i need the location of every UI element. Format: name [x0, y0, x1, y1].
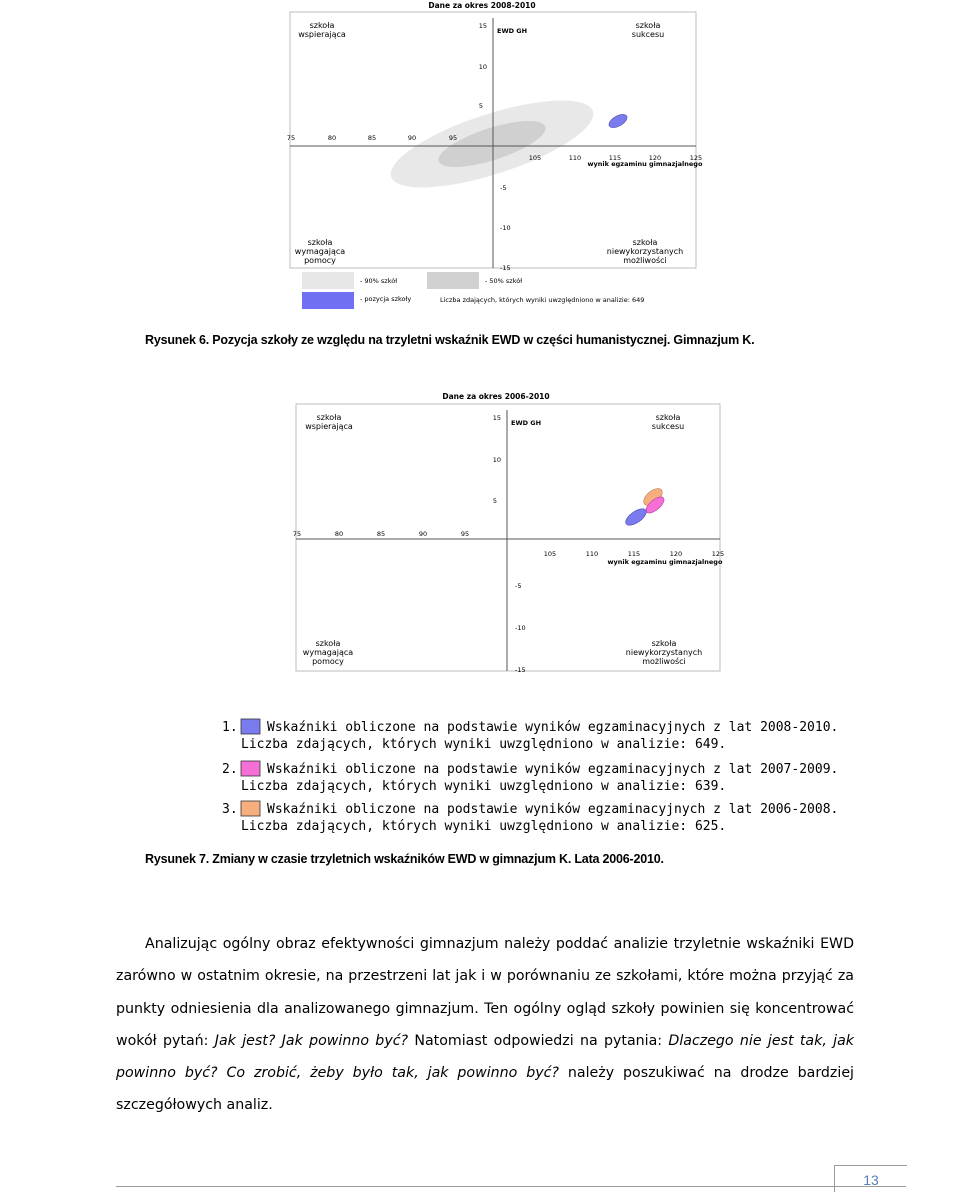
figure-1-quadrant-bottom-left: szkoła	[307, 238, 333, 247]
paragraph-question-1: Jak jest?	[214, 1032, 276, 1049]
figure-1-x-tick: 80	[327, 134, 337, 142]
figure-1-caption: Rysunek 6. Pozycja szkoły ze względu na trzyletni wskaźnik EWD w części humanistycznej. Gimnazjum K.	[145, 333, 755, 347]
figure-2-quadrant-bottom-left: szkoła	[315, 639, 341, 648]
figure-2-quadrant-top-right: szkoła	[655, 413, 681, 422]
figure-1-x-tick: 85	[367, 134, 377, 142]
figure-1-x-tick: 120	[648, 154, 662, 162]
figure-2-x-tick: 115	[627, 550, 641, 558]
figure-2-legend-line1-3: Wskaźniki obliczone na podstawie wyników egzaminacyjnych z lat 2006-2008.	[267, 802, 839, 817]
figure-2-y-tick: 10	[492, 456, 501, 464]
figure-1-x-tick: 115	[608, 154, 622, 162]
figure-2-legend-num-1: 1.	[222, 720, 238, 735]
figure-2-x-tick: 95	[460, 530, 470, 538]
figure-2-y-label: EWD GH	[511, 419, 542, 427]
figure-2-x-tick: 105	[543, 550, 557, 558]
figure-1-legend-position: - pozycja szkoły	[360, 295, 412, 303]
figure-2-legend-swatch-1	[241, 719, 260, 734]
figure-2-quadrant-top-left: wspierająca	[305, 422, 353, 431]
figure-1-y-tick: -10	[500, 224, 511, 232]
figure-1-y-tick: 5	[478, 102, 483, 110]
figure-2-x-tick: 125	[711, 550, 725, 558]
figure-2-legend-line2-3: Liczba zdających, których wyniki uwzględniono w analizie: 625.	[241, 819, 727, 834]
figure-1-school-position	[607, 112, 629, 131]
figure-1-quadrant-top-left: wspierająca	[298, 30, 346, 39]
figure-2-caption: Rysunek 7. Zmiany w czasie trzyletnich wskaźników EWD w gimnazjum K. Lata 2006-2010.	[145, 852, 664, 866]
figure-2-x-tick: 80	[334, 530, 344, 538]
figure-2-y-tick: -15	[515, 666, 526, 674]
figure-1-y-tick: 10	[478, 63, 487, 71]
figure-2-quadrant-bottom-right: szkoła	[651, 639, 677, 648]
figure-1-y-label: EWD GH	[497, 27, 528, 35]
figure-2-title: Dane za okres 2006-2010	[442, 392, 550, 401]
figure-2-quadrant-top-left: szkoła	[316, 413, 342, 422]
figure-2-legend-line1-2: Wskaźniki obliczone na podstawie wyników egzaminacyjnych z lat 2007-2009.	[267, 762, 839, 777]
figure-1-x-tick: 95	[448, 134, 458, 142]
figure-2-x-label: wynik egzaminu gimnazjalnego	[607, 558, 723, 566]
figure-1-chart	[0, 0, 960, 320]
figure-1-legend-count: Liczba zdających, których wyniki uwzględniono w analizie: 649	[440, 296, 645, 304]
figure-2-legend-num-2: 2.	[222, 762, 238, 777]
figure-2-y-tick: 5	[492, 497, 497, 505]
figure-1-x-tick: 90	[407, 134, 417, 142]
figure-2-y-tick: 15	[492, 414, 501, 422]
figure-1-y-tick: -15	[500, 264, 511, 272]
figure-1-y-tick: -5	[500, 184, 507, 192]
footer-rule	[116, 1186, 906, 1187]
body-paragraph	[116, 928, 854, 1122]
paragraph-text-1: Analizując ogólny obraz efektywności gimnazjum należy poddać analizie trzyletnie wskaźniki EWD zarówno w ostatnim okresie, na przestrzeni lat jak i w porównaniu ze szkołami, które można przyjąć za punkty odniesienia dla analizowanego gimnazjum. Ten ogólny ogląd szkoły powinien się koncentrować wokół pytań:	[116, 936, 854, 1049]
figure-2-quadrant-bottom-right: możliwości	[642, 657, 686, 666]
figure-2-quadrant-top-right: sukcesu	[651, 422, 685, 431]
figure-1-quadrant-bottom-right: szkoła	[632, 238, 658, 247]
figure-2-legend-swatch-2	[241, 761, 260, 776]
figure-2-x-tick: 90	[418, 530, 428, 538]
paragraph-text-3: Natomiast odpowiedzi na pytania:	[408, 1032, 669, 1049]
figure-1-x-tick: 75	[286, 134, 296, 142]
figure-1-legend-swatch-50	[427, 272, 479, 289]
paragraph-question-2: Jak powinno być?	[281, 1032, 409, 1049]
paragraph-question-3: Dlaczego nie jest tak, jak powinno być? Co zrobić, żeby było tak, jak powinno być?	[116, 1032, 855, 1082]
figure-2-position-2008-2010	[623, 506, 649, 529]
figure-1-x-tick: 110	[568, 154, 582, 162]
figure-1-legend-swatch-position	[302, 292, 354, 309]
paragraph-text-4: należy poszukiwać na drodze bardziej szczegółowych analiz.	[116, 1065, 854, 1114]
figure-1-quadrant-bottom-left: pomocy	[304, 256, 336, 265]
figure-2-legend-line2-1: Liczba zdających, których wyniki uwzględniono w analizie: 649.	[241, 737, 727, 752]
figure-1-quadrant-top-right: sukcesu	[631, 30, 665, 39]
figure-2-legend-line1-1: Wskaźniki obliczone na podstawie wyników egzaminacyjnych z lat 2008-2010.	[267, 720, 839, 735]
figure-1-x-label: wynik egzaminu gimnazjalnego	[587, 160, 703, 168]
figure-2-legend-num-3: 3.	[222, 802, 238, 817]
figure-2-x-tick: 110	[585, 550, 599, 558]
figure-2-legend-swatch-3	[241, 801, 260, 816]
figure-2-y-tick: -10	[515, 624, 526, 632]
figure-1-y-tick: 15	[478, 22, 487, 30]
figure-1-quadrant-bottom-right: niewykorzystanych	[606, 247, 684, 256]
page-number: 13	[834, 1165, 907, 1192]
figure-1-quadrant-top-right: szkoła	[635, 21, 661, 30]
figure-2-x-tick: 85	[376, 530, 386, 538]
figure-2-y-tick: -5	[515, 582, 522, 590]
figure-1-quadrant-bottom-right: możliwości	[623, 256, 667, 265]
figure-2-x-tick: 120	[669, 550, 683, 558]
figure-1-legend-90: - 90% szkół	[360, 277, 398, 285]
figure-2-quadrant-bottom-right: niewykorzystanych	[625, 648, 703, 657]
figure-1-quadrant-bottom-left: wymagająca	[294, 247, 346, 256]
figure-2-legend-line2-2: Liczba zdających, których wyniki uwzględniono w analizie: 639.	[241, 779, 727, 794]
figure-2-chart	[0, 380, 960, 840]
figure-1-title: Dane za okres 2008-2010	[428, 1, 536, 10]
figure-2-x-tick: 75	[292, 530, 302, 538]
figure-1-x-tick: 125	[689, 154, 703, 162]
figure-1-legend-50: - 50% szkół	[485, 277, 523, 285]
figure-1-quadrant-top-left: szkoła	[309, 21, 335, 30]
figure-2-quadrant-bottom-left: wymagająca	[302, 648, 354, 657]
figure-2-quadrant-bottom-left: pomocy	[312, 657, 344, 666]
figure-1-legend-swatch-90	[302, 272, 354, 289]
figure-2-frame	[296, 404, 720, 671]
figure-1-x-tick: 105	[528, 154, 542, 162]
